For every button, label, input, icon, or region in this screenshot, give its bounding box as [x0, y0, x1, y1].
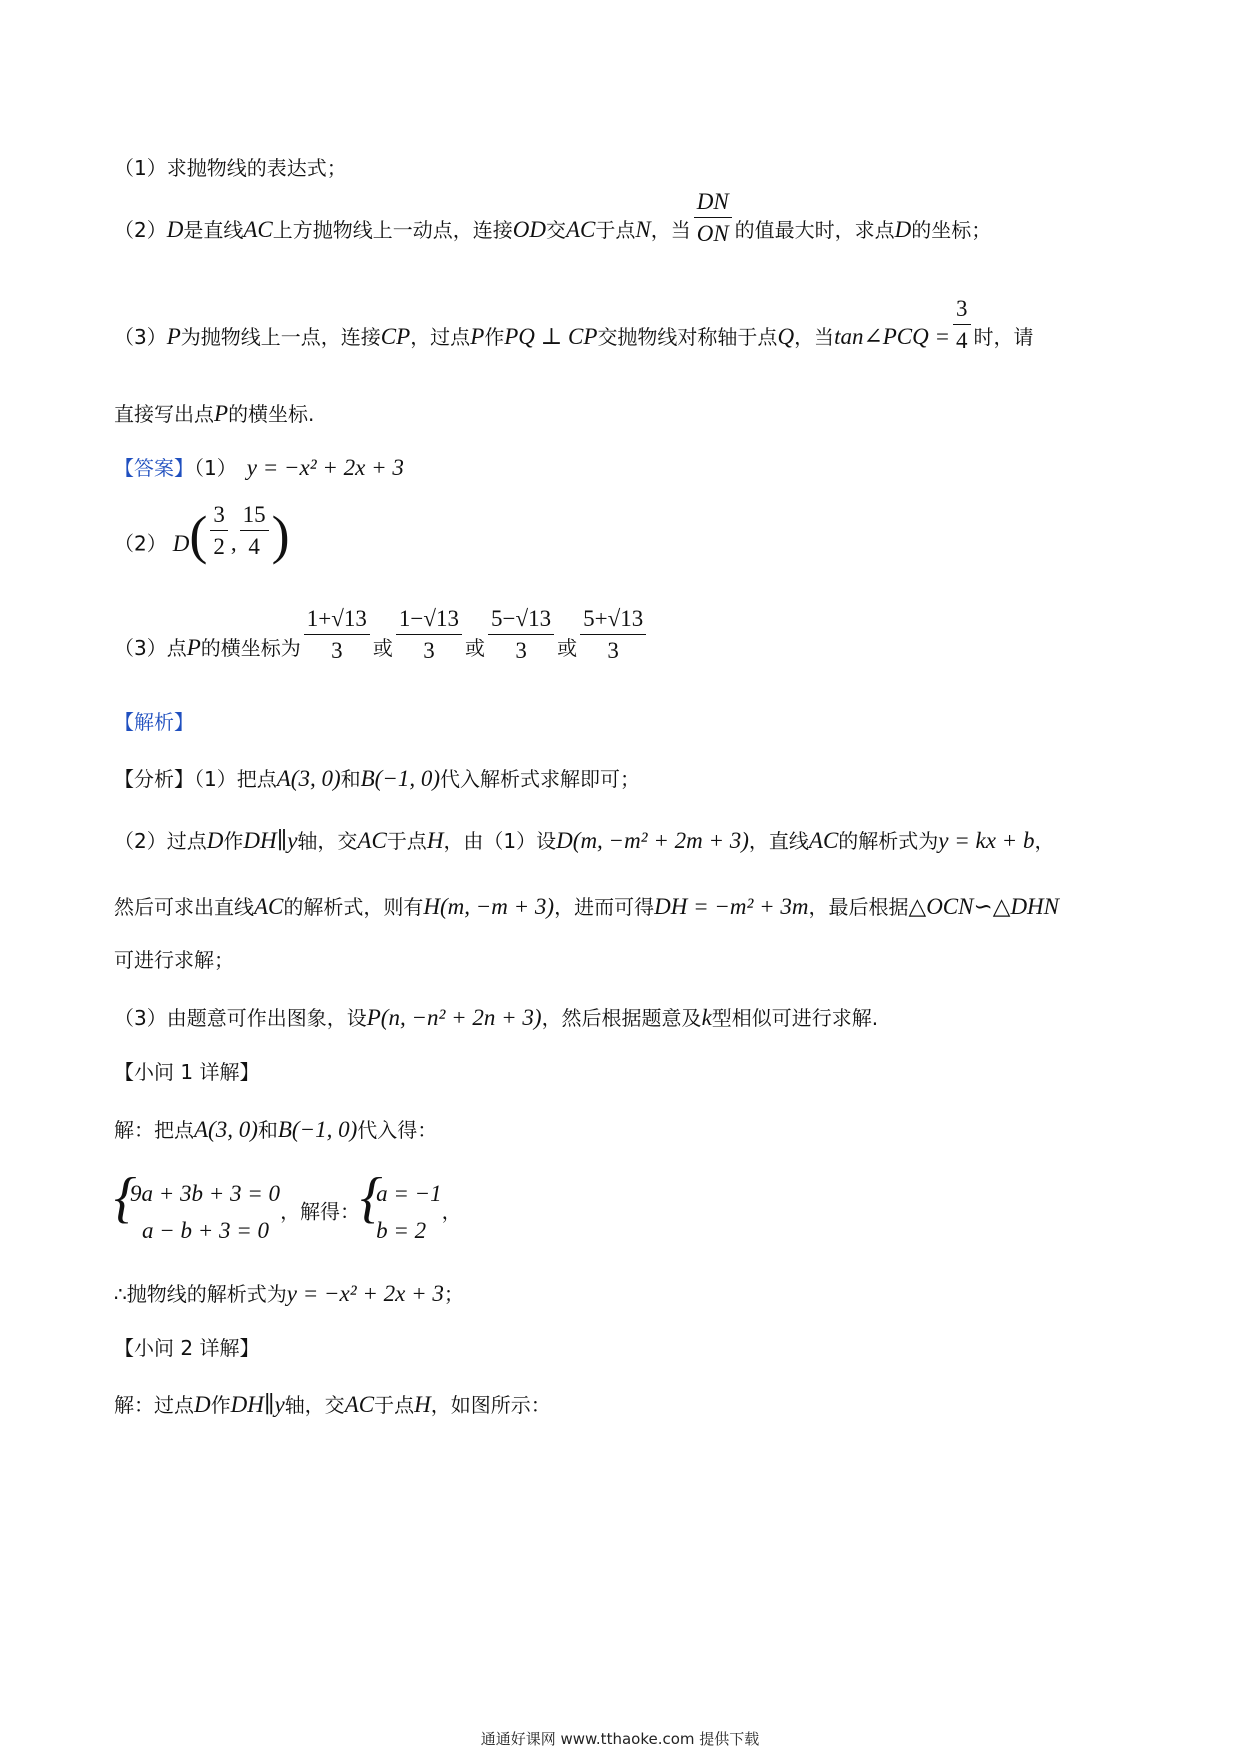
fx2-DH: DH∥y — [243, 828, 298, 853]
analysis-tag: 【解析】 — [114, 710, 194, 734]
q3-t7: 的横坐标. — [228, 402, 315, 426]
answer-3-num-2: 1−√13 — [396, 606, 462, 635]
question-2 — [114, 189, 992, 248]
detail-1-tag: 【小问 1 详解】 — [114, 1060, 260, 1084]
d1-B: B(−1, 0) — [277, 1117, 358, 1142]
answer-2-comma: , — [230, 530, 237, 556]
answer-1-eq: y = −x² + 2x + 3 — [246, 455, 404, 480]
fx2-Dm: D(m, −m² + 2m + 3) — [556, 828, 749, 853]
q2-t3: 交 — [545, 217, 566, 242]
fx2b-t1: 然后可求出直线 — [114, 895, 254, 919]
answer-2-frac-1 — [210, 502, 228, 561]
answer-2 — [114, 501, 290, 565]
detail-1-conclusion — [114, 1282, 464, 1305]
q2-AC2: AC — [565, 216, 596, 242]
d2-AC: AC — [344, 1392, 375, 1417]
q3-P3: P — [214, 401, 229, 426]
fenxi-tag: 【分析】 — [114, 767, 194, 791]
fx2-t2: 作 — [223, 829, 244, 853]
fx3-t2: ，然后根据题意及 — [541, 1006, 702, 1030]
answer-3-den-2: 3 — [423, 638, 435, 664]
d1-t3: 代入得： — [357, 1118, 438, 1142]
detail-2-heading — [114, 1338, 259, 1359]
answer-3-num-3: 5−√13 — [488, 606, 554, 635]
q3-fraction — [953, 296, 971, 355]
d1-t2: 和 — [257, 1118, 278, 1142]
q2-t2: 上方抛物线上一动点，连接 — [272, 217, 513, 242]
q3-t1: 为抛物线上一点，连接 — [180, 324, 381, 349]
answer-3-frac-2 — [396, 606, 462, 665]
d1-eq1: 9a + 3b + 3 = 0 — [130, 1181, 281, 1206]
q3-label: （3） — [114, 324, 167, 349]
fx3-k: k — [701, 1005, 712, 1030]
d2-D: D — [194, 1392, 211, 1417]
answer-3-frac-1 — [304, 606, 370, 665]
fx2-t7: 的解析式为 — [838, 829, 939, 853]
q2-t5: ，当 — [650, 217, 691, 242]
fx2b-sim: △OCN∽△DHN — [908, 894, 1059, 919]
d2-t4: 于点 — [374, 1393, 415, 1417]
fx2-t1: 过点 — [166, 829, 207, 853]
d1-concl-t1: ∴抛物线的解析式为 — [114, 1282, 287, 1306]
analysis-heading — [114, 712, 194, 733]
q3-line2: 直接写出点 — [114, 402, 214, 426]
q2-D2: D — [894, 216, 912, 242]
fx2b-DH: DH = −m² + 3m — [654, 894, 809, 919]
analysis-2 — [114, 829, 1054, 852]
fx2-H: H — [426, 828, 444, 853]
question-3 — [114, 296, 1034, 355]
answer-1-label: （1） — [194, 456, 237, 480]
d2-t3: 轴，交 — [284, 1393, 345, 1417]
answer-2-D: D — [172, 530, 190, 556]
d1-concl-t2: ； — [443, 1282, 464, 1306]
fx2b-AC: AC — [254, 894, 284, 919]
q2-t4: 于点 — [595, 217, 636, 242]
answer-2-label: （2） — [114, 531, 167, 556]
page-footer: 通通好课网 www.tthaoke.com 提供下载 — [480, 1730, 760, 1748]
detail-2-tag: 【小问 2 详解】 — [114, 1336, 260, 1360]
q3-t5: ，当 — [794, 324, 835, 349]
fx2-label: （2） — [114, 829, 167, 853]
d1-concl-eq: y = −x² + 2x + 3 — [286, 1281, 444, 1306]
q2-D: D — [166, 216, 184, 242]
fx1-A: A(3, 0) — [276, 766, 341, 791]
d2-t1: 解：过点 — [114, 1393, 194, 1417]
analysis-3 — [114, 1006, 878, 1029]
detail-1-system — [114, 1167, 462, 1250]
q2-t7: 的坐标； — [911, 217, 992, 242]
d1-t4: ，解得： — [280, 1199, 361, 1224]
fx3-t1: 由题意可作出图象，设 — [166, 1006, 367, 1030]
answer-3-or-3: 或 — [557, 635, 578, 660]
q2-t1: 是直线 — [183, 217, 244, 242]
fx1-B: B(−1, 0) — [360, 766, 440, 791]
left-brace-icon-2: { — [360, 1167, 383, 1229]
detail-2-line1 — [114, 1393, 551, 1416]
answer-3-den-3: 3 — [515, 638, 527, 664]
d1-s1: a = −1 — [376, 1181, 442, 1206]
q1-text: 求抛物线的表达式； — [166, 156, 347, 180]
q2-N: N — [635, 216, 651, 242]
left-brace-icon: { — [114, 1167, 137, 1229]
q2-AC: AC — [243, 216, 273, 242]
fx3-t3: 型相似可进行求解. — [711, 1006, 879, 1030]
fx2-t4: 于点 — [386, 829, 427, 853]
fx1-t1: 把点 — [236, 767, 277, 791]
q3-frac-num: 3 — [953, 296, 971, 325]
answer-3-den-4: 3 — [607, 638, 619, 664]
d1-A: A(3, 0) — [194, 1117, 258, 1142]
answer-3-num-4: 5+√13 — [580, 606, 646, 635]
answer-3-t2: 的横坐标为 — [200, 635, 301, 660]
d1-s2: b = 2 — [376, 1217, 427, 1243]
answer-3-or-1: 或 — [372, 635, 393, 660]
q2-frac-num: DN — [694, 189, 732, 218]
q2-label: （2） — [114, 217, 167, 242]
answer-3-num-1: 1+√13 — [304, 606, 370, 635]
fx2-t3: 轴，交 — [297, 829, 358, 853]
answer-3-P: P — [186, 634, 201, 660]
fx2-t8: ， — [1034, 829, 1055, 853]
solution-system — [360, 1167, 442, 1250]
fx2b-t2: 的解析式，则有 — [283, 895, 424, 919]
d1-t5: ， — [441, 1199, 462, 1224]
fx2-D: D — [206, 828, 224, 853]
analysis-2b — [114, 895, 1059, 918]
fx3-label: （3） — [114, 1006, 167, 1030]
fx2b-t4: ，最后根据 — [808, 895, 909, 919]
q3-perp: PQ ⊥ CP — [504, 323, 598, 349]
question-3-line2 — [114, 402, 314, 425]
answer-3 — [114, 606, 649, 665]
fx2-t5: ，由（1）设 — [443, 829, 557, 853]
answer-2-num-1: 3 — [210, 502, 228, 531]
q3-t6: 时，请 — [973, 324, 1034, 349]
d2-t2: 作 — [210, 1393, 231, 1417]
answer-2-den-2: 4 — [248, 534, 260, 559]
q2-t6: 的值最大时，求点 — [734, 217, 895, 242]
answer-3-t1: 点 — [166, 635, 187, 660]
answer-3-frac-3 — [488, 606, 554, 665]
d2-H: H — [414, 1392, 431, 1417]
fx2b-H: H(m, −m + 3) — [423, 894, 555, 919]
fx2c: 可进行求解； — [114, 948, 234, 972]
fx2b-t3: ，进而可得 — [554, 895, 655, 919]
q2-OD: OD — [512, 216, 546, 242]
fx2-ykx: y = kx + b — [938, 828, 1035, 853]
fx1-label: （1） — [194, 767, 237, 791]
answer-3-label: （3） — [114, 635, 167, 660]
answer-2-num-2: 15 — [240, 502, 269, 531]
d1-eq2: a − b + 3 = 0 — [142, 1217, 270, 1243]
answer-2-den-1: 2 — [213, 534, 225, 559]
d1-t1: 解：把点 — [114, 1118, 194, 1142]
analysis-2c — [114, 950, 234, 971]
analysis-1 — [114, 767, 640, 790]
q2-fraction — [694, 189, 732, 248]
q3-Q: Q — [777, 323, 795, 349]
answer-2-lparen: ( — [189, 505, 208, 565]
answer-3-den-1: 3 — [331, 638, 343, 664]
equation-system — [114, 1167, 281, 1250]
fx1-t3: 代入解析式求解即可； — [440, 767, 640, 791]
answer-2-frac-2 — [240, 502, 269, 561]
q3-t3: 作 — [484, 324, 505, 349]
q3-frac-den: 4 — [956, 328, 968, 354]
detail-1-line1 — [114, 1118, 437, 1141]
answer-tag: 【答案】 — [114, 456, 194, 480]
q3-t4: 交抛物线对称轴于点 — [597, 324, 778, 349]
d2-DH: DH∥y — [230, 1392, 285, 1417]
q1-label: （1） — [114, 156, 167, 180]
d2-t5: ，如图所示： — [430, 1393, 551, 1417]
answer-1 — [114, 456, 404, 479]
q3-CP: CP — [380, 323, 411, 349]
q2-frac-den: ON — [696, 221, 729, 247]
fx2-AC2: AC — [808, 828, 839, 853]
answer-2-rparen: ) — [271, 505, 290, 565]
fx1-t2: 和 — [340, 767, 361, 791]
fx2-t6: ，直线 — [748, 829, 809, 853]
fx2-AC: AC — [357, 828, 387, 853]
q3-P: P — [166, 323, 181, 349]
question-1 — [114, 158, 347, 179]
q3-t2: ，过点 — [410, 324, 471, 349]
q3-P2: P — [470, 323, 485, 349]
q3-tan: tan∠PCQ = — [834, 323, 950, 349]
answer-3-frac-4 — [580, 606, 646, 665]
answer-3-or-2: 或 — [465, 635, 486, 660]
detail-1-heading — [114, 1062, 259, 1083]
fx3-P: P(n, −n² + 2n + 3) — [366, 1005, 542, 1030]
